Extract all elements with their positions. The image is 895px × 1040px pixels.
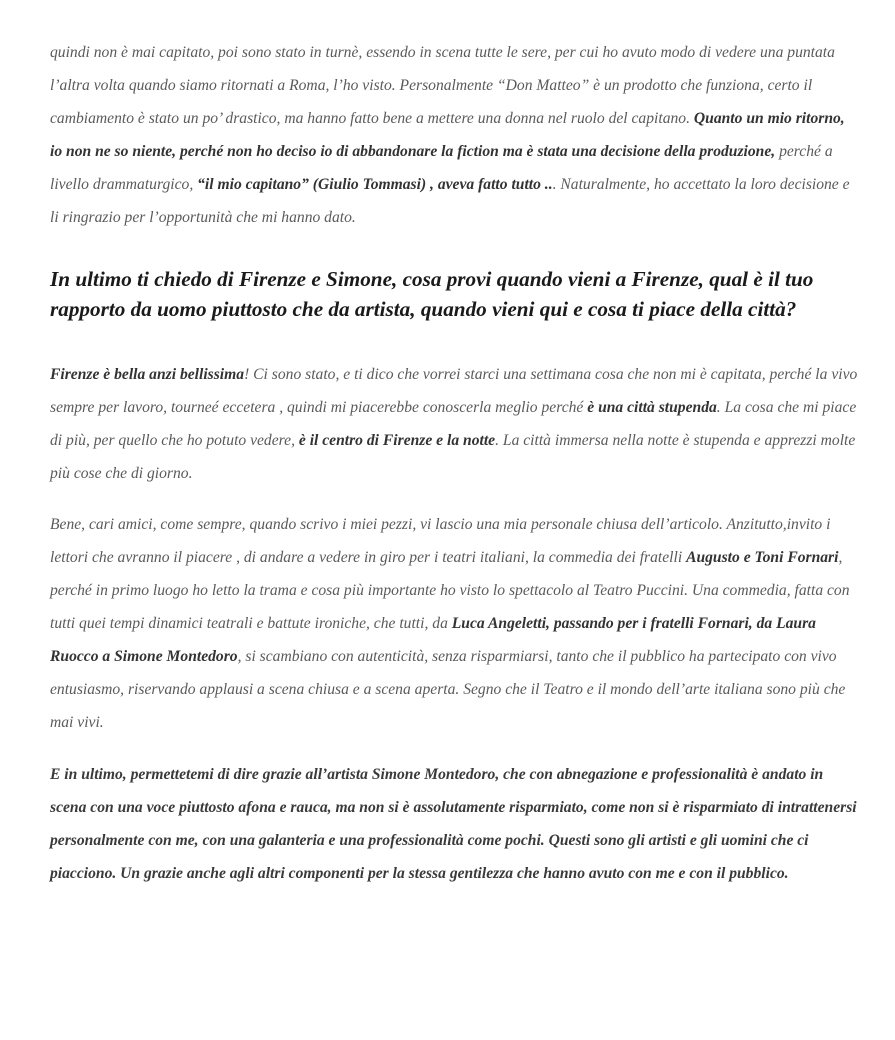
florence-answer-paragraph <box>50 358 858 490</box>
text-segment: perché a livello drammaturgico, <box>50 143 833 193</box>
bold-segment: “il mio capitano” (Giulio Tommasi) , aveva fatto tutto .. <box>197 176 553 193</box>
bold-segment: Augusto e Toni Fornari <box>686 549 839 566</box>
article-body <box>50 36 858 890</box>
interview-question-heading: In ultimo ti chiedo di Firenze e Simone, cosa provi quando vieni a Firenze, qual è il tuo rapporto da uomo piuttosto che da artista, quando vieni qui e cosa ti piace della città? <box>50 267 814 321</box>
text-segment: . La città immersa nella notte è stupenda e apprezzi molte più cose che di giorno. <box>50 432 856 482</box>
text-segment: , si scambiano con autenticità, senza risparmiarsi, tanto che il pubblico ha partecipato con vivo entusiasmo, riservando applausi a scena chiusa e a scena aperta. Segno che il Teatro e il mondo dell’arte italiana sono più che mai vivi. <box>50 648 846 731</box>
text-segment: quindi non è mai capitato, poi sono stato in turnè, essendo in scena tutte le sere, per cui ho avuto modo di vedere una puntata l’altra volta quando siamo ritornati a Roma, l’ho visto. Personalmente “Don Matteo” è un prodotto che funziona, certo il cambiamento è stato un po’ drastico, ma hanno fatto bene a mettere una donna nel ruolo del capitano. <box>50 44 835 127</box>
interview-answer-paragraph <box>50 36 858 234</box>
text-segment: . Naturalmente, ho accettato la loro decisione e li ringrazio per l’opportunità che mi hanno dato. <box>50 176 850 226</box>
text-segment: Bene, cari amici, come sempre, quando scrivo i miei pezzi, vi lascio una mia personale chiusa dell’articolo. Anzitutto,invito i lettori che avranno il piacere , di andare a vedere in giro per i teatri italiani, la commedia dei fratelli <box>50 516 831 566</box>
text-segment: , perché in primo luogo ho letto la trama e cosa più importante ho visto lo spettacolo al Teatro Puccini. Una commedia, fatta con tutti quei tempi dinamici teatrali e battute ironiche, che tutti, da <box>50 549 850 632</box>
thanks-paragraph: E in ultimo, permettetemi di dire grazie all’artista Simone Montedoro, che con abnegazione e professionalità è andato in scena con una voce piuttosto afona e rauca, ma non si è assolutamente risparmiato, come non si è risparmiato di intrattenersi personalmente con me, con una galanteria e una professionalità come pochi. Questi sono gli artisti e gli uomini che ci piacciono. Un grazie anche agli altri componenti per la stessa gentilezza che hanno avuto con me e con il pubblico. <box>50 766 857 882</box>
closing-remarks-paragraph <box>50 508 858 739</box>
text-segment: ! Ci sono stato, e ti dico che vorrei starci una settimana cosa che non mi è capitata, perché la vivo sempre per lavoro, tourneé eccetera , quindi mi piacerebbe conoscerla meglio perché <box>50 366 858 416</box>
bold-segment: Firenze è bella anzi bellissima <box>50 366 245 383</box>
text-segment: . La cosa che mi piace di più, per quello che ho potuto vedere, <box>50 399 857 449</box>
bold-segment: Luca Angeletti, passando per i fratelli Fornari, da Laura Ruocco a Simone Montedoro <box>50 615 816 665</box>
bold-segment: è il centro di Firenze e la notte <box>298 432 496 449</box>
bold-segment: è una città stupenda <box>587 399 717 416</box>
bold-segment: Quanto un mio ritorno, io non ne so niente, perché non ho deciso io di abbandonare la fiction ma è stata una decisione della produzione, <box>50 110 845 160</box>
